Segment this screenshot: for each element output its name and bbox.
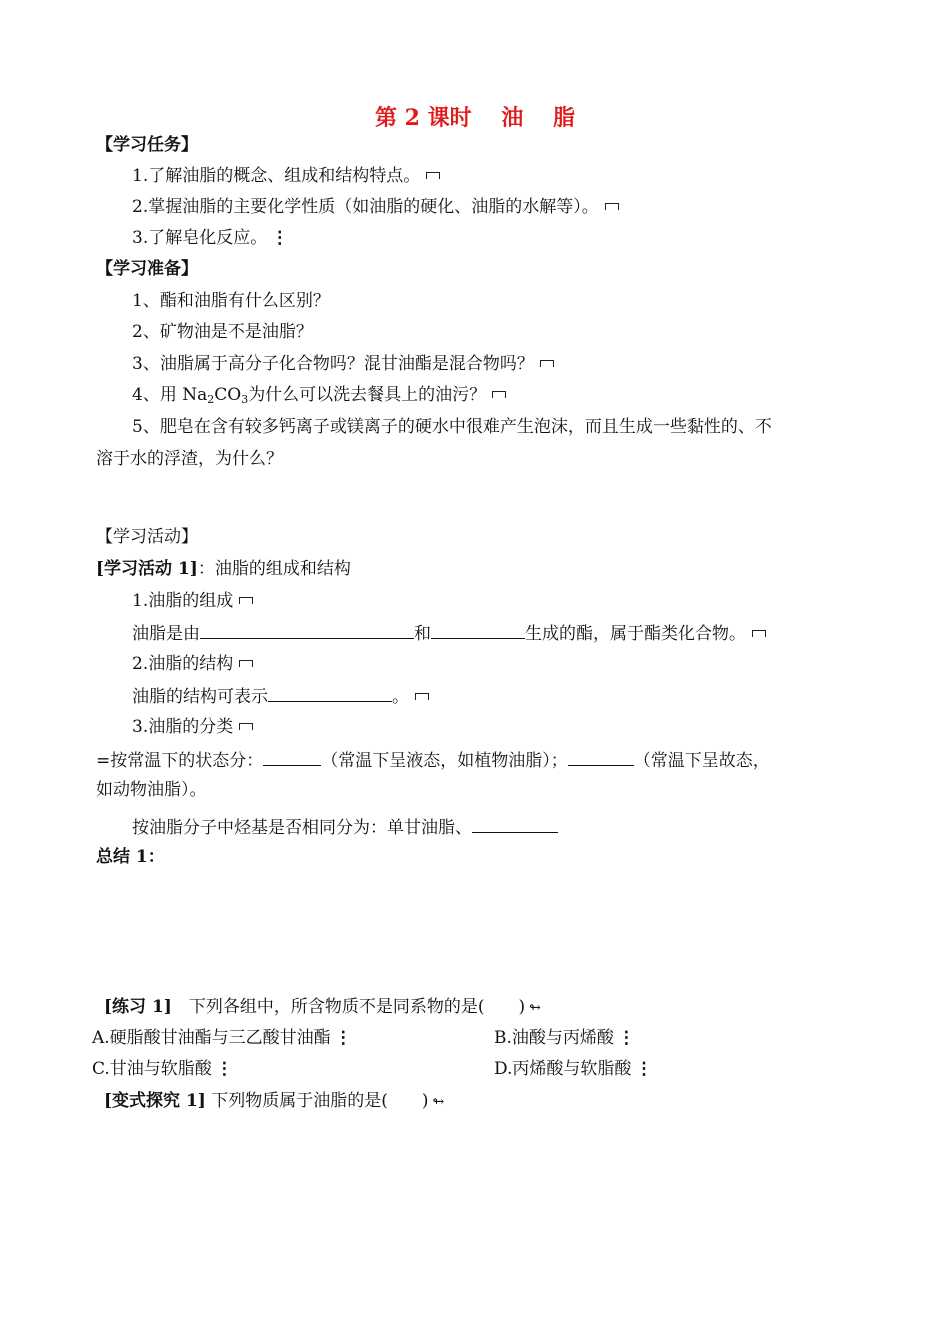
answer-blank[interactable] — [200, 621, 414, 639]
task-item-1-text: 1.了解油脂的概念、组成和结构特点。 — [132, 166, 421, 186]
classification-hydrocarbon-line — [132, 815, 558, 839]
edit-mark-icon — [540, 360, 554, 367]
q4-subscript-1: 2 — [207, 393, 215, 406]
prep-heading: 【学习准备】 — [96, 259, 198, 279]
structure-prefix: 油脂的结构可表示 — [132, 687, 268, 707]
answer-blank[interactable] — [431, 621, 525, 639]
q4-formula: CO — [214, 385, 242, 405]
activity-heading: 【学习活动】 — [96, 527, 198, 547]
classification-prefix: =按常温下的状态分： — [96, 751, 264, 771]
activity-1-label: [学习活动 1] — [96, 559, 198, 579]
classification-state-line-2: 如动物油脂）。 — [96, 780, 207, 800]
dots-mark-icon: ⋮ — [334, 1028, 352, 1048]
q4-suffix: 为什么可以洗去餐具上的油污？ — [248, 385, 487, 405]
task-item-3-text: 3.了解皂化反应。 — [132, 228, 268, 248]
option-b-text: B.油酸与丙烯酸 — [494, 1028, 614, 1048]
dots-mark-icon: ⋮ — [215, 1059, 233, 1079]
option-d-text: D.丙烯酸与软脂酸 — [494, 1059, 632, 1079]
option-a-text: A.硬脂酸甘油酯与三乙酸甘油酯 — [92, 1028, 331, 1048]
composition-suffix: 生成的酯，属于酯类化合物。 — [525, 624, 746, 644]
classification-state-line — [96, 748, 770, 772]
composition-and: 和 — [414, 624, 431, 644]
option-a[interactable] — [92, 1027, 352, 1049]
prep-question-2: 2、矿物油是不是油脂？ — [132, 322, 313, 342]
edit-mark-icon — [605, 203, 619, 210]
q4-subscript-2: 3 — [241, 393, 249, 406]
answer-blank[interactable] — [472, 815, 558, 833]
dots-mark-icon: ⋮ — [635, 1059, 653, 1079]
structure-suffix: 。 — [392, 687, 409, 707]
option-c-text: C.甘油与软脂酸 — [92, 1059, 212, 1079]
task-item-1 — [132, 165, 440, 187]
option-d[interactable] — [494, 1058, 652, 1080]
section-composition-text: 1.油脂的组成 — [132, 591, 234, 611]
edit-mark-icon — [239, 723, 253, 730]
edit-mark-icon — [239, 597, 253, 604]
exercise-1-label: [练习 1] — [104, 997, 172, 1017]
edit-mark-icon — [752, 630, 766, 637]
page-title: 第 2 课时 油 脂 — [375, 105, 575, 131]
section-classification — [132, 716, 253, 738]
section-composition — [132, 590, 253, 612]
activity-1-text: ：油脂的组成和结构 — [197, 559, 351, 579]
classification-liquid-note: （常温下呈液态，如植物油脂）； — [321, 751, 568, 771]
scribble-mark-icon: ↬ — [432, 1094, 445, 1110]
edit-mark-icon — [492, 391, 506, 398]
summary-1-label: 总结 1： — [96, 847, 165, 867]
answer-blank[interactable] — [263, 748, 321, 766]
dots-mark-icon: ⋮ — [271, 228, 289, 248]
task-item-2 — [132, 196, 619, 218]
prep-question-3-text: 3、油脂属于高分子化合物吗？混甘油酯是混合物吗？ — [132, 354, 534, 374]
tasks-heading: 【学习任务】 — [96, 135, 198, 155]
prep-question-5-line-1: 5、肥皂在含有较多钙离子或镁离子的硬水中很难产生泡沫，而且生成一些黏性的、不 — [132, 417, 772, 437]
prep-question-5-line-2: 溶于水的浮渣，为什么？ — [96, 449, 283, 469]
scribble-mark-icon: ↬ — [529, 1000, 541, 1016]
variant-1-label: [变式探究 1] — [104, 1091, 206, 1111]
prep-question-4 — [132, 384, 506, 411]
q4-prefix: 4、用 Na — [132, 385, 208, 405]
variant-1 — [104, 1090, 444, 1113]
hydrocarbon-prefix: 按油脂分子中烃基是否相同分为：单甘油脂、 — [132, 818, 472, 838]
answer-blank[interactable] — [568, 748, 634, 766]
task-item-3 — [132, 227, 288, 249]
section-structure — [132, 653, 253, 675]
section-structure-text: 2.油脂的结构 — [132, 654, 234, 674]
option-c[interactable] — [92, 1058, 233, 1080]
prep-question-3 — [132, 353, 554, 375]
classification-solid-note: （常温下呈故态， — [633, 751, 770, 771]
answer-blank[interactable] — [268, 684, 392, 702]
exercise-1 — [104, 996, 541, 1019]
dots-mark-icon: ⋮ — [617, 1028, 635, 1048]
composition-fill-line — [132, 621, 766, 645]
variant-1-question: 下列物质属于油脂的是( ) — [205, 1091, 429, 1111]
edit-mark-icon — [426, 172, 440, 179]
task-item-2-text: 2.掌握油脂的主要化学性质（如油脂的硬化、油脂的水解等）。 — [132, 197, 599, 217]
section-classification-text: 3.油脂的分类 — [132, 717, 234, 737]
edit-mark-icon — [415, 693, 429, 700]
edit-mark-icon — [239, 660, 253, 667]
exercise-1-question: 下列各组中，所含物质不是同系物的是( ) — [171, 997, 526, 1017]
structure-fill-line — [132, 684, 429, 708]
option-b[interactable] — [494, 1027, 635, 1049]
activity-1-title — [96, 558, 351, 580]
prep-question-1: 1、酯和油脂有什么区别？ — [132, 291, 330, 311]
composition-prefix: 油脂是由 — [132, 624, 200, 644]
